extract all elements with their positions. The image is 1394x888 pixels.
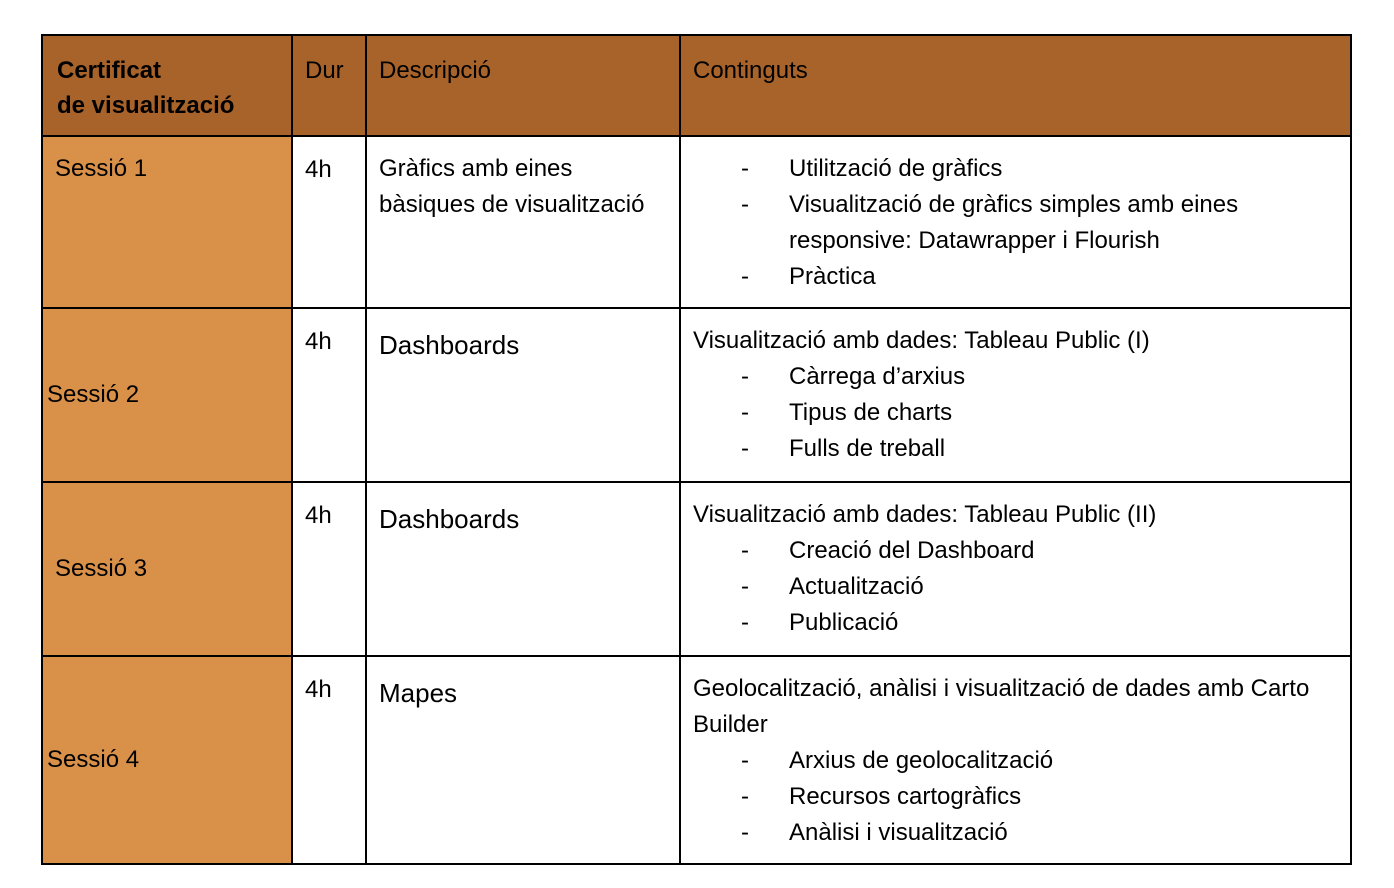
list-item: [693, 431, 1338, 467]
list-item: [693, 779, 1338, 815]
session-cell: [42, 308, 292, 482]
list-item-text: Arxius de geolocalització: [789, 747, 1054, 774]
description-text: Dashboards: [379, 330, 520, 360]
dash-bullet: -: [741, 747, 749, 774]
dash-bullet: -: [741, 783, 749, 810]
list-item: [693, 569, 1338, 605]
dash-bullet: -: [741, 609, 749, 636]
dash-bullet: -: [741, 435, 749, 462]
content-list: [693, 533, 1338, 641]
description-cell: [366, 482, 680, 656]
dash-bullet: -: [741, 537, 749, 564]
dash-bullet: -: [741, 819, 749, 846]
list-item: [693, 533, 1338, 569]
duration-value: 4h: [305, 156, 332, 183]
dash-bullet: -: [741, 155, 749, 182]
content-cell: [680, 308, 1351, 482]
description-cell: [366, 308, 680, 482]
header-dur: [292, 35, 366, 136]
header-dur-label: Dur: [305, 57, 344, 84]
dash-bullet: -: [741, 191, 749, 218]
table-row: [42, 308, 1351, 482]
list-item: [693, 815, 1338, 851]
header-row: [42, 35, 1351, 136]
list-item-text: Anàlisi i visualització: [789, 819, 1008, 846]
list-item: [693, 187, 1338, 259]
list-item-text: Tipus de charts: [789, 399, 953, 426]
description-cell: [366, 136, 680, 308]
session-cell: [42, 656, 292, 864]
list-item: [693, 259, 1338, 295]
duration-value: 4h: [305, 328, 332, 355]
list-item-text: Pràctica: [789, 263, 876, 290]
list-item: [693, 743, 1338, 779]
session-cell: [42, 482, 292, 656]
description-text: Mapes: [379, 678, 458, 708]
header-certificat-line2: de visualització: [57, 92, 235, 119]
content-list: [693, 743, 1338, 851]
content-cell: [680, 656, 1351, 864]
list-item-text: Creació del Dashboard: [789, 537, 1035, 564]
dash-bullet: -: [741, 263, 749, 290]
content-list: [693, 359, 1338, 467]
description-text: Gràfics amb eines bàsiques de visualització: [379, 155, 645, 218]
session-cell: [42, 136, 292, 308]
list-item-text: Publicació: [789, 609, 899, 636]
session-label: Sessió 2: [47, 381, 140, 408]
duration-cell: [292, 482, 366, 656]
duration-cell: [292, 308, 366, 482]
list-item-text: Càrrega d’arxius: [789, 363, 966, 390]
list-item-text: Actualització: [789, 573, 924, 600]
description-text: Dashboards: [379, 504, 520, 534]
dash-bullet: -: [741, 363, 749, 390]
list-item: [693, 359, 1338, 395]
list-item-text: Visualització de gràfics simples amb eines responsive: Datawrapper i Flourish: [789, 191, 1239, 254]
dash-bullet: -: [741, 399, 749, 426]
header-certificat: [42, 35, 292, 136]
session-label: Sessió 3: [55, 555, 148, 582]
content-intro: Visualització amb dades: Tableau Public (II): [693, 501, 1157, 528]
duration-cell: [292, 136, 366, 308]
duration-cell: [292, 656, 366, 864]
header-certificat-line1: Certificat: [57, 57, 162, 84]
course-table: [41, 34, 1352, 865]
content-intro: Visualització amb dades: Tableau Public (I): [693, 327, 1150, 354]
header-descripcio-label: Descripció: [379, 57, 492, 84]
content-cell: [680, 482, 1351, 656]
list-item-text: Utilització de gràfics: [789, 155, 1003, 182]
session-label: Sessió 1: [55, 155, 148, 182]
dash-bullet: -: [741, 573, 749, 600]
table-row: [42, 136, 1351, 308]
header-continguts-label: Continguts: [693, 57, 808, 84]
content-list: [693, 151, 1338, 295]
list-item: [693, 151, 1338, 187]
list-item-text: Fulls de treball: [789, 435, 946, 462]
list-item-text: Recursos cartogràfics: [789, 783, 1022, 810]
description-cell: [366, 656, 680, 864]
content-cell: [680, 136, 1351, 308]
table-row: [42, 482, 1351, 656]
duration-value: 4h: [305, 676, 332, 703]
session-label: Sessió 4: [47, 746, 140, 773]
table-row: [42, 656, 1351, 864]
list-item: [693, 605, 1338, 641]
header-continguts: [680, 35, 1351, 136]
list-item: [693, 395, 1338, 431]
duration-value: 4h: [305, 502, 332, 529]
content-intro: Geolocalització, anàlisi i visualització de dades amb Carto Builder: [693, 675, 1310, 738]
header-descripcio: [366, 35, 680, 136]
